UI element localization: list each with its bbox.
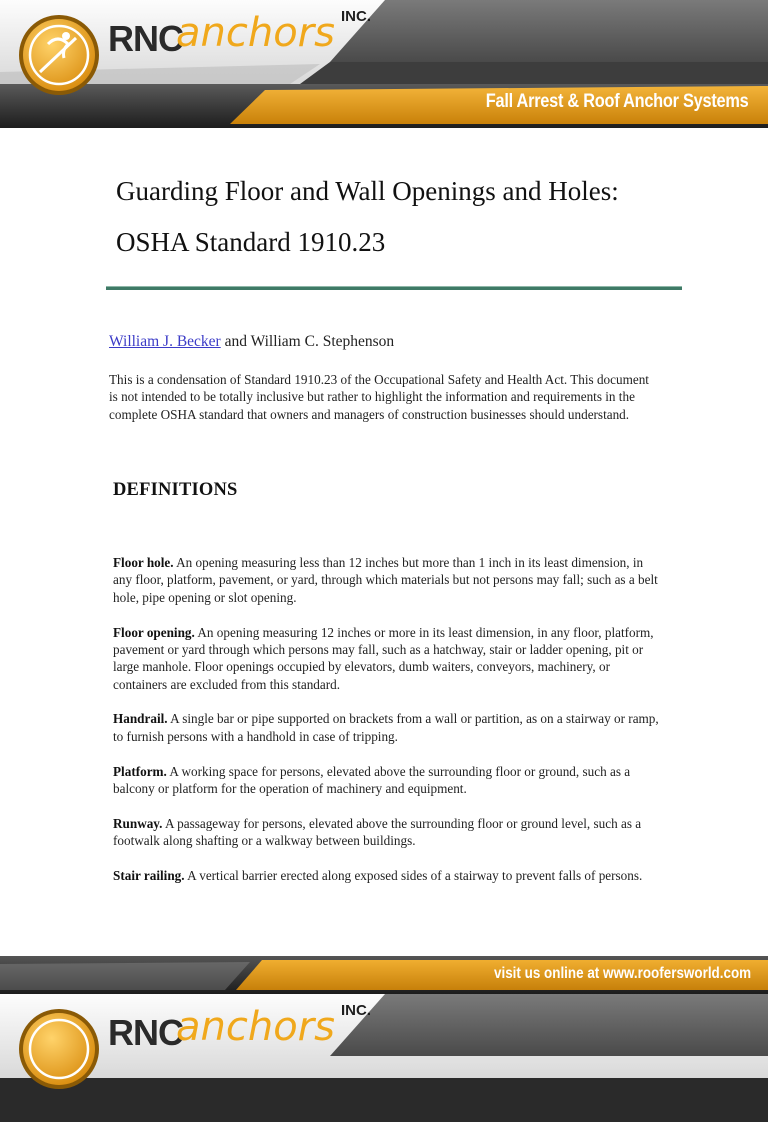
footer-banner [0, 956, 768, 994]
definition-term: Stair railing. [113, 867, 185, 883]
definition-text: A vertical barrier erected along exposed sides of a stairway to prevent falls of persons. [184, 867, 643, 883]
definition-term: Runway. [113, 815, 163, 831]
brand-inc: INC. [341, 8, 371, 25]
definition-text: A single bar or pipe supported on brackets from a wall or partition, as on a stairway or ramp, to furnish persons with a handhold in case of tripping. [113, 711, 659, 744]
document-title: Guarding Floor and Wall Openings and Holes: OSHA Standard 1910.23 [116, 176, 619, 257]
definition-text: A working space for persons, elevated above the surrounding floor or ground, such as a balcony or platform for the operation of machinery and equipment. [113, 763, 631, 796]
author-link[interactable]: William J. Becker [109, 333, 221, 350]
definition-item [113, 554, 661, 606]
brand-anchors: anchors [176, 10, 335, 56]
authors-line [109, 333, 394, 351]
definitions-list [113, 554, 661, 901]
brand-rnc: RNC [108, 18, 183, 59]
definition-item [113, 763, 661, 798]
definition-term: Floor hole. [113, 555, 174, 570]
header-banner [0, 0, 768, 128]
next-brand-rnc: RNC [108, 1012, 183, 1053]
definition-term: Platform. [113, 763, 167, 779]
authors-rest: and William C. Stephenson [220, 333, 395, 350]
header-tagline: Fall Arrest & Roof Anchor Systems [485, 91, 748, 112]
definition-item [113, 867, 661, 884]
next-logo-icon [18, 1008, 100, 1090]
intro-paragraph: This is a condensation of Standard 1910.23 of the Occupational Safety and Health Act. This document is not intended to be totally inclusive but rather to highlight the information and requirements in the complete OSHA standard that owners and managers of construction businesses should understand. [109, 372, 649, 422]
section-heading: DEFINITIONS [113, 480, 238, 500]
definition-term: Floor opening. [113, 624, 195, 640]
logo-icon [18, 14, 100, 96]
next-page-header [0, 994, 768, 1053]
title-divider [106, 285, 682, 291]
definition-item [113, 710, 661, 745]
footer-website: visit us online at www.roofersworld.com [493, 965, 751, 982]
definition-item [113, 815, 661, 850]
definition-term: Handrail. [113, 711, 168, 727]
next-brand-inc: INC. [341, 1002, 371, 1019]
definition-text: An opening measuring 12 inches or more in its least dimension, in any floor, platform, pavement or yard through which persons may fall, such as a hatchway, stair or ladder opening, pit or large manhole. Floor openings occupied by elevators, dumb waiters, conveyors, machinery, or containers are excluded from this standard. [113, 624, 654, 692]
definition-item [113, 624, 661, 694]
next-brand-anchors: anchors [176, 1004, 335, 1050]
definition-text: An opening measuring less than 12 inches but more than 1 inch in its least dimension, in any floor, platform, pavement, or yard, through which materials but not persons may fall; such as a belt hole, pipe opening or slot opening. [113, 555, 658, 605]
definition-text: A passageway for persons, elevated above the surrounding floor or ground level, such as a footwalk along shafting or a walkway between buildings. [113, 815, 642, 849]
